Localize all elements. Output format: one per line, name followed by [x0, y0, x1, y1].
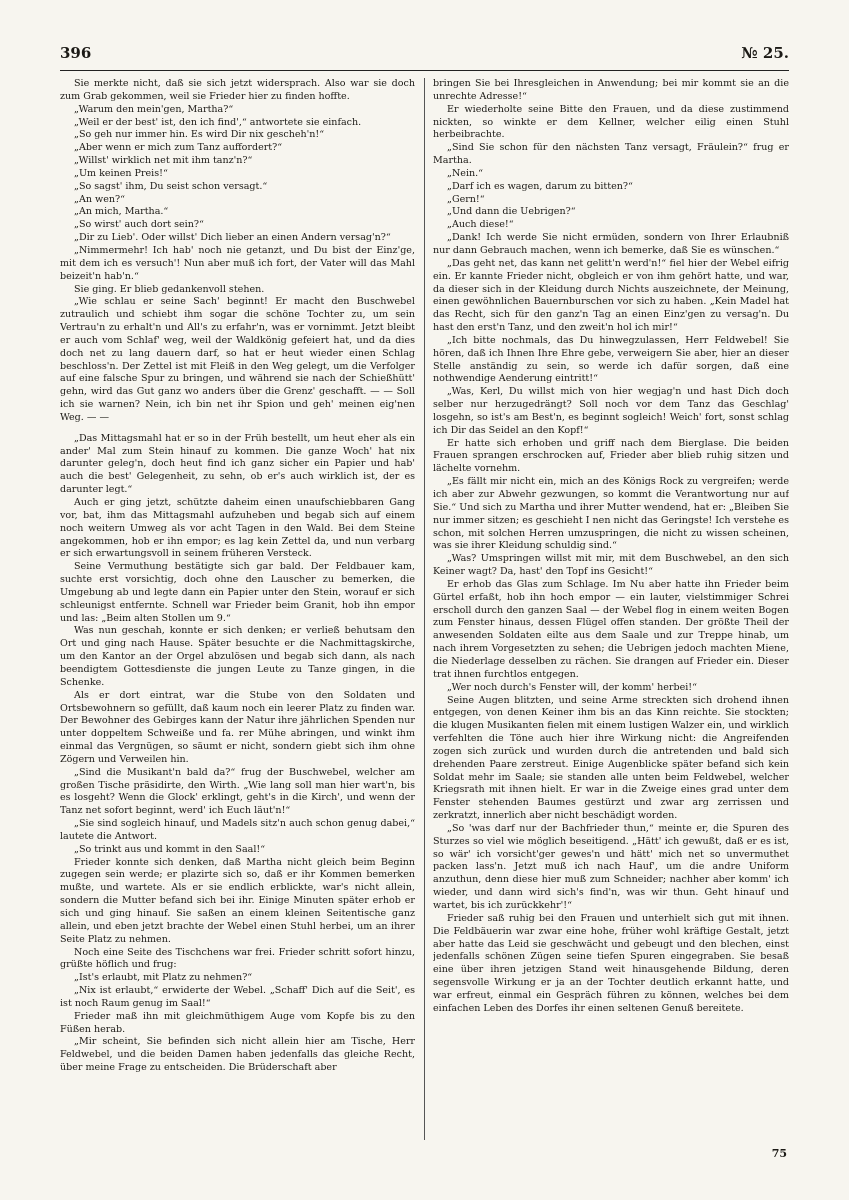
paragraph: Was nun geschah, konnte er sich denken; er verließ behutsam den Ort und ging nach Hause. Später besuchte er die Nachmittagskirche, um den Kantor an der Orgel abzulösen und begab sich dann, als nach beendigtem Gottesdienste die jungen Leute zu Tanze gingen, in die Schenke. — [60, 625, 415, 688]
paragraph: „Sie sind sogleich hinauf, und Madels sitz'n auch schon genug dabei,“ lautete die Antwort. — [60, 818, 415, 842]
paragraph: „Es fällt mir nicht ein, mich an des Königs Rock zu vergreifen; werde ich aber zur Abwehr gezwungen, so kommt die Verantwortung nur auf Sie.“ Und sich zu Martha und ihrer Mutter wendend, hat er: „Bleiben Sie nur immer sitzen; es geschieht I nen nicht das Geringste! Ich verstehe es schon, mit solchen Herren umzuspringen, die nicht zu wissen scheinen, was sie ihrer Kleidung schuldig sind.“ — [433, 476, 789, 552]
page-number: 396 — [60, 44, 92, 62]
issue-number: № 25. — [741, 44, 789, 62]
paragraph: „Darf ich es wagen, darum zu bitten?“ — [447, 180, 633, 192]
signature-mark: 75 — [771, 1147, 787, 1160]
left-column — [60, 78, 415, 1140]
paragraph: „Ist's erlaubt, mit Platz zu nehmen?“ — [74, 972, 253, 984]
paragraph: Auch er ging jetzt, schützte daheim einen unaufschiebbaren Gang vor, bat, ihm das Mittagsmahl aufzuheben und begab sich auf einem noch weitern Umweg als vor acht Tagen in den Wald. Bei dem Steine angekommen, hob er ihn empor; es lag kein Zettel da, und nun verbarg er sich erwartungsvoll in seinem früheren Versteck. — [60, 497, 415, 560]
paragraph: „Aber wenn er mich zum Tanz auffordert?“ — [74, 142, 283, 154]
paragraph: „Was? Umspringen willst mit mir, mit dem Buschwebel, an den sich Keiner wagt? Da, hast' den Topf ins Gesicht!“ — [433, 553, 789, 578]
paragraph: „Was, Kerl, Du willst mich von hier wegjag'n und hast Dich doch selber nur herzugedrängt? Soll noch vor dem Tanz das Geschlag' losgehn, so ist's am Best'n, es beginnt sogleich! Weich' fort, sonst schlag ich Dir das Seidel an den Kopf!“ — [433, 386, 789, 436]
paragraph: „So 'was darf nur der Bachfrieder thun,“ meinte er, die Spuren des Sturzes so viel wie möglich beseitigend. „Hätt' ich gewußt, daß er es ist, so wär' ich vorsicht'ger gewes'n und hätt' mich net so unvermuthet packen lass'n. Jetzt muß ich nach Hauf', um die andre Uniform anzuthun, denn diese hier muß zum Schneider; nachher aber komm' ich wieder, und dann wird sich's find'n, was wir thun. Geht hinauf und wartet, bis ich zurückkehr'!“ — [433, 822, 789, 911]
paragraph: „So sagst' ihm, Du seist schon versagt.“ — [74, 180, 268, 192]
paragraph: Seine Vermuthung bestätigte sich gar bald. Der Feldbauer kam, suchte erst vorsichtig, doch ohne den Lauscher zu bemerken, die Umgebung ab und legte dann ein Papier unter den Stein, worauf er sich schleunigst entfernte. Schnell war Frieder beim Granit, hob ihn empor und las: „Beim alten Stollen um 9.“ — [60, 561, 415, 624]
paragraph: „Das geht net, das kann net gelitt'n werd'n!“ fiel hier der Webel eifrig ein. Er kannte Frieder nicht, obgleich er von ihm gehört hatte, und war, da dieser sich in der Kleidung durch Nichts auszeichnete, der Meinung, einen gewöhnlichen Bauernburschen vor sich zu haben. „Kein Madel hat das Recht, sich für den ganz'n Tag an einen Einz'gen zu versag'n. Du hast den erst'n Tanz, und den zweit'n hol ich mir!“ — [433, 257, 789, 334]
paragraph: Sie ging. Er blieb gedankenvoll stehen. — [74, 283, 265, 295]
paragraph: Er wiederholte seine Bitte den Frauen, und da diese zustimmend nickten, so winkte er dem Kellner, welcher eilig einen Stuhl herbeibrachte. — [433, 103, 789, 141]
section-break — [60, 425, 415, 433]
paragraph: „Wer noch durch's Fenster will, der komm' herbei!“ — [447, 681, 698, 693]
page-header — [60, 44, 789, 66]
paragraph: „An mich, Martha.“ — [74, 206, 169, 218]
paragraph: „Mir scheint, Sie befinden sich nicht allein hier am Tische, Herr Feldwebel, und die beiden Damen haben jedenfalls das gleiche Recht, über meine Frage zu entscheiden. Die Brüderschaft aber — [60, 1036, 415, 1074]
paragraph: „So wirst' auch dort sein?“ — [74, 219, 204, 231]
paragraph: „Nimmermehr! Ich hab' noch nie getanzt, und Du bist der Einz'ge, mit dem ich es versuch'! Nun aber muß ich fort, der Vater will das Mahl beizeit'n hab'n.“ — [60, 244, 415, 282]
column-divider — [424, 78, 425, 1140]
paragraph: „Nix ist erlaubt,“ erwiderte der Webel. „Schaff' Dich auf die Seit', es ist noch Raum genug im Saal!“ — [60, 985, 415, 1009]
paragraph: Als er dort eintrat, war die Stube von den Soldaten und Ortsbewohnern so gefüllt, daß kaum noch ein leerer Platz zu finden war. Der Bewohner des Gebirges kann der Natur ihre jährlichen Spenden nur unter doppeltem Schweiße und fa. rer Mühe abringen, und winkt ihm einmal das Vergnügen, so säumt er nicht, sondern giebt sich ihm ohne Zögern und Verweilen hin. — [60, 689, 415, 765]
paragraph: „So trinkt aus und kommt in den Saal!“ — [74, 843, 266, 855]
paragraph: „Auch diese!“ — [447, 219, 514, 231]
paragraph: „Dir zu Lieb'. Oder willst' Dich lieber an einen Andern versag'n?“ — [74, 232, 391, 244]
right-column — [433, 78, 789, 1140]
paragraph: „So geh nur immer hin. Es wird Dir nix gescheh'n!“ — [74, 129, 325, 141]
paragraph: „An wen?“ — [74, 193, 125, 205]
paragraph: „Warum den mein'gen, Martha?“ — [74, 103, 234, 115]
paragraph: Er hatte sich erhoben und griff nach dem Bierglase. Die beiden Frauen sprangen erschrocken auf, Frieder aber blieb ruhig sitzen und lächelte vornehm. — [433, 437, 789, 475]
paragraph: „Das Mittagsmahl hat er so in der Früh bestellt, um heut eher als ein ander' Mal zum Stein hinauf zu kommen. Die ganze Woch' hat nix darunter geleg'n, doch heut find ich ganz sicher ein Papier und hab' auch die best' Gelegenheit, zu sehn, ob er's auch wirklich ist, der es darunter legt.“ — [60, 432, 415, 496]
paragraph: „Ich bitte nochmals, das Du hinwegzulassen, Herr Feldwebel! Sie hören, daß ich Ihnen Ihre Ehre gebe, verweigern Sie aber, hier an dieser Stelle anständig zu sein, so werde ich dafür sorgen, daß eine nothwendige Aenderung eintritt!“ — [433, 334, 789, 385]
paragraph: „Und dann die Uebrigen?“ — [447, 206, 576, 218]
paragraph: Frieder maß ihn mit gleichmüthigem Auge vom Kopfe bis zu den Füßen herab. — [60, 1010, 415, 1035]
paragraph: bringen Sie bei Ihresgleichen in Anwendung; bei mir kommt sie an die unrechte Adresse!“ — [433, 78, 789, 102]
paragraph: „Wie schlau er seine Sach' beginnt! Er macht den Buschwebel zutraulich und schiebt ihm sogar die schöne Tochter zu, um sein Vertrau'n zu erhalt'n und All's zu erfahr'n, was er vornimmt. Jetzt bleibt er auch vom Schlaf' weg, weil der Waldkönig gefeiert hat, und da dies doch net zu lang dauern darf, so hat er heut wieder einen Schlag beschloss'n. Der Zettel ist mit Fleiß in den Weg gelegt, um die Verfolger auf eine falsche Spur zu bringen, und während sie nach der Schießhütt' gehn, wird das Gut ganz wo anders über die Grenz' geschafft. — — Soll ich sie warnen? Nein, ich bin net ihr Spion und geh' meinen eig'nen Weg. — — — [60, 296, 415, 423]
paragraph: Seine Augen blitzten, und seine Arme streckten sich drohend ihnen entgegen, von denen Keiner ihm bis an das Kinn reichte. Sie stockten; die klugen Musikanten fielen mit einem lustigen Walzer ein, und wirklich verfehlten die Töne auch hier ihre Wirkung nicht: die Angreifenden zogen sich zurück und wurden durch die antretenden und bald sich drehenden Paare zerstreut. Einige Augenblicke später befand sich kein Soldat mehr im Saale; sie standen alle unten beim Feldwebel, welcher Kriegsrath mit ihnen hielt. Er war in die Zweige eines grad unter dem Fenster stehenden Baumes gestürzt und zwar arg zerrissen und zerkratzt, innerlich aber nicht beschädigt worden. — [433, 694, 789, 822]
paragraph: „Sind die Musikant'n bald da?“ frug der Buschwebel, welcher am großen Tische präsidirte, den Wirth. „Wie lang soll man hier wart'n, bis es losgeht? Wenn die Glock' erklingt, geht's in die Kirch', und wenn der Tanz net sofort beginnt, werd' ich Euch läut'n!“ — [60, 766, 415, 817]
paragraph: „Weil er der best' ist, den ich find',“ antwortete sie einfach. — [74, 116, 362, 128]
paragraph: Sie merkte nicht, daß sie sich jetzt widersprach. Also war sie doch zum Grab gekommen, weil sie Frieder hier zu finden hoffte. — [60, 78, 415, 102]
paragraph: „Gern!“ — [447, 193, 485, 205]
paragraph: „Um keinen Preis!“ — [74, 167, 168, 179]
paragraph: Er erhob das Glas zum Schlage. Im Nu aber hatte ihn Frieder beim Gürtel erfaßt, hob ihn hoch empor — ein lauter, vielstimmiger Schrei erscholl durch den ganzen Saal — der Webel flog in einem weiten Bogen zum Fenster hinaus, dessen Flügel offen standen. Der größte Theil der anwesenden Soldaten eilte aus dem Saale und zur Treppe hinab, um nach ihrem Vorgesetzten zu sehen; die Uebrigen jedoch machten Miene, die Niederlage desselben zu rächen. Sie drangen auf Frieder ein. Dieser trat ihnen furchtlos entgegen. — [433, 578, 789, 680]
paragraph: „Nein.“ — [447, 167, 484, 179]
paragraph: „Dank! Ich werde Sie nicht ermüden, sondern von Ihrer Erlaubniß nur dann Gebrauch machen, wenn ich bemerke, daß Sie es wünschen.“ — [433, 232, 789, 256]
paragraph: „Willst' wirklich net mit ihm tanz'n?“ — [74, 155, 253, 167]
paragraph: Frieder konnte sich denken, daß Martha nicht gleich beim Beginn zugegen sein werde; er plazirte sich so, daß er ihr Kommen bemerken mußte, und wartete. Als er sie endlich erblickte, war's nicht allein, sondern die Mutter befand sich bei ihr. Einige Minuten später erhob er sich und ging hinauf. Sie saßen an einem kleinen Seitentische ganz allein, und eben jetzt brachte der Webel einen Stuhl herbei, um an ihrer Seite Platz zu nehmen. — [60, 856, 415, 945]
header-rule — [60, 70, 789, 71]
paragraph: Noch eine Seite des Tischchens war frei. Frieder schritt sofort hinzu, grüßte höflich und frug: — [60, 946, 415, 971]
paragraph: Frieder saß ruhig bei den Frauen und unterhielt sich gut mit ihnen. Die Feldbäuerin war zwar eine hohe, früher wohl kräftige Gestalt, jetzt aber hatte das Leid sie geschwächt und gebeugt und den blechen, einst jedenfalls schönen Zügen seine tiefen Spuren eingegraben. Sie besaß eine über ihren jetzigen Stand weit hinausgehende Bildung, deren segensvolle Wirkung er ja an der Tochter deutlich erkannt hatte, und war erfreut, einmal ein Gespräch führen zu können, welches bei dem einfachen Leben des Dorfes ihr einen seltenen Genuß bereitete. — [433, 912, 789, 1014]
paragraph: „Sind Sie schon für den nächsten Tanz versagt, Fräulein?“ frug er Martha. — [433, 142, 789, 167]
